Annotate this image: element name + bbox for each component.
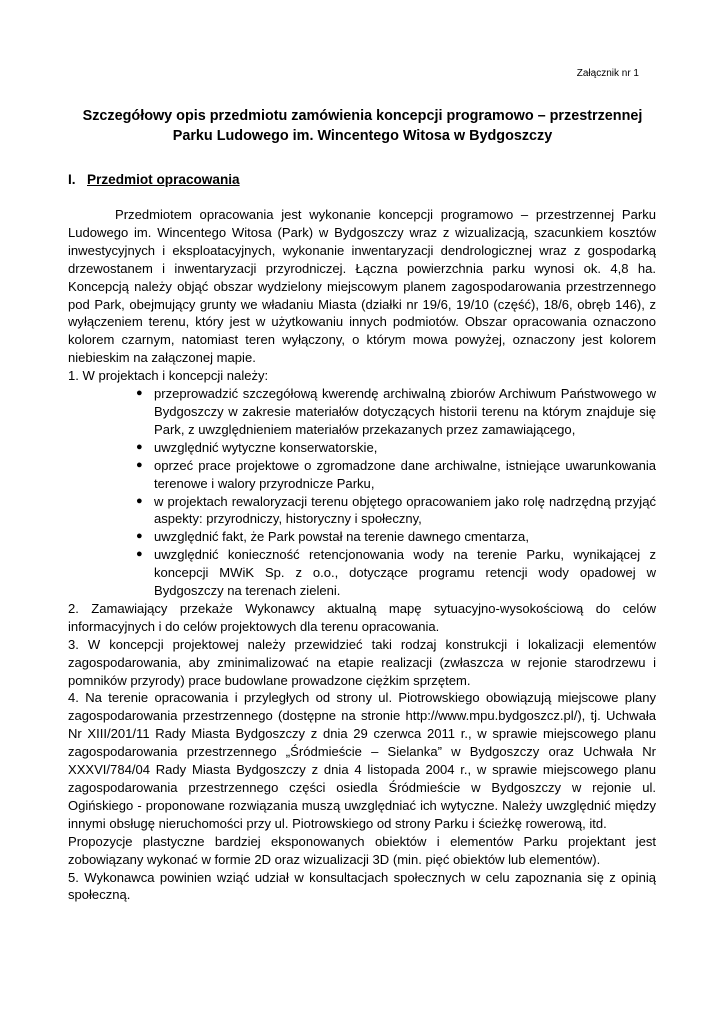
list-item-text: uwzględnić konieczność retencjonowania wody na terenie Parku, wynikającej z koncepcji MWiK Sp. z o.o., dotyczące programu retencji wody opadowej w Bydgoszczy na terenach zieleni.: [154, 547, 656, 599]
point-5-paragraph: 5. Wykonawca powinien wziąć udział w konsultacjach społecznych w celu zapoznania się z opinią społeczną.: [68, 869, 656, 903]
document-body: [68, 206, 656, 904]
list-item-text: w projektach rewaloryzacji terenu objętego opracowaniem jako rolę nadrzędną przyjąć aspekty: przyrodniczy, historyczny i społeczny,: [154, 493, 656, 527]
list-item: [136, 439, 656, 457]
document-title: [60, 106, 665, 146]
list-item-text: przeprowadzić szczegółową kwerendę archiwalną zbiorów Archiwum Państwowego w Bydgoszczy w zakresie materiałów dotyczących historii terenu na którym znajduje się Park, z uwzględnieniem materiałów przekazanych przez zamawiającego,: [154, 386, 656, 437]
list-item-text: uwzględnić wytyczne konserwatorskie,: [154, 439, 378, 455]
section-heading: [68, 171, 240, 189]
list-item: [136, 493, 656, 529]
annex-label: Załącznik nr 1: [576, 68, 639, 79]
point-3-paragraph: 3. W koncepcji projektowej należy przewidzieć taki rodzaj konstrukcji i lokalizacji elementów zagospodarowania, aby zminimalizować na etapie realizacji (zwłaszcza w rejonie starodrzewu i pomników przyrody) prace budowlane prowadzone ciężkim sprzętem.: [68, 636, 656, 688]
bullet-icon: ●: [136, 494, 143, 507]
title-line-1: Szczegółowy opis przedmiotu zamówienia koncepcji programowo – przestrzennej: [82, 108, 643, 124]
list-item-text: oprzeć prace projektowe o zgromadzone dane archiwalne, istniejące uwarunkowania terenowe i walory przyrodnicze Parku,: [154, 457, 656, 491]
point-4-paragraph: 4. Na terenie opracowania i przyległych od strony ul. Piotrowskiego obowiązują miejscowe plany zagospodarowania przestrzennego (dostępne na stronie http://www.mpu.bydgoszcz.pl/), tj. Uchwała Nr XIII/201/11 Rady Miasta Bydgoszczy z dnia 29 czerwca 2011 r., w sprawie miejscowego planu zagospodarowania przestrzennego „Śródmieście – Sielanka” w Bydgoszczy oraz Uchwała Nr XXXVI/784/04 Rady Miasta Bydgoszczy z dnia 4 listopada 2004 r., w sprawie miejscowego planu zagospodarowania przestrzennego części osiedla Śródmieście w Bydgoszczy w rejonie ul. Ogińskiego - proponowane rozwiązania muszą uwzględniać ich wytyczne. Należy uwzględnić między innymi obsługę nieruchomości przy ul. Piotrowskiego od strony Parku i ścieżkę rowerową, itd.: [68, 690, 656, 831]
point-1-lead: 1. W projektach i koncepcji należy:: [68, 368, 269, 384]
bullet-icon: ●: [136, 440, 143, 453]
list-item-text: uwzględnić fakt, że Park powstał na terenie dawnego cmentarza,: [154, 529, 529, 545]
section-number: I.: [68, 172, 76, 187]
point-2-paragraph: 2. Zamawiający przekaże Wykonawcy aktualną mapę sytuacyjno-wysokościową do celów informacyjnych i do celów projektowych dla terenu opracowania.: [68, 600, 656, 634]
list-item: [136, 528, 656, 546]
list-item: [136, 457, 656, 493]
intro-paragraph: Przedmiotem opracowania jest wykonanie koncepcji programowo – przestrzennej Parku Ludowego im. Wincentego Witosa (Park) w Bydgoszczy wraz z wizualizacją, szacunkiem kosztów inwestycyjnych i eksploatacyjnych, wykonanie inwentaryzacji dendrologicznej wraz z gospodarką drzewostanem i inwentaryzacji przyrodniczej. Łączna powierzchnia parku wynosi ok. 4,8 ha. Koncepcją należy objąć obszar wydzielony miejscowym planem zagospodarowania przestrzennego pod Park, obejmujący grunty we władaniu Miasta (działki nr 19/6, 19/10 (część), 18/6, obręb 146), z wyłączeniem terenu, który jest w użytkowaniu innych podmiotów. Obszar opracowania oznaczono kolorem czarnym, natomiast teren wyłączony, o którym mowa powyżej, oznaczony jest kolorem niebieskim na załączonej mapie.: [68, 207, 656, 366]
proposals-paragraph: Propozycje plastyczne bardziej eksponowanych obiektów i elementów Parku projektant jest zobowiązany wykonać w formie 2D oraz wizualizacji 3D (min. pięć obiektów lub elementów).: [68, 833, 656, 867]
bullet-icon: ●: [136, 458, 143, 471]
bullet-icon: ●: [136, 387, 143, 400]
bullet-icon: ●: [136, 548, 143, 561]
bullet-icon: ●: [136, 530, 143, 543]
requirements-list: [68, 385, 656, 600]
list-item: [136, 546, 656, 600]
title-line-2: Parku Ludowego im. Wincentego Witosa w Bydgoszczy: [172, 128, 553, 144]
list-item: [136, 385, 656, 439]
section-label: Przedmiot opracowania: [87, 172, 240, 187]
